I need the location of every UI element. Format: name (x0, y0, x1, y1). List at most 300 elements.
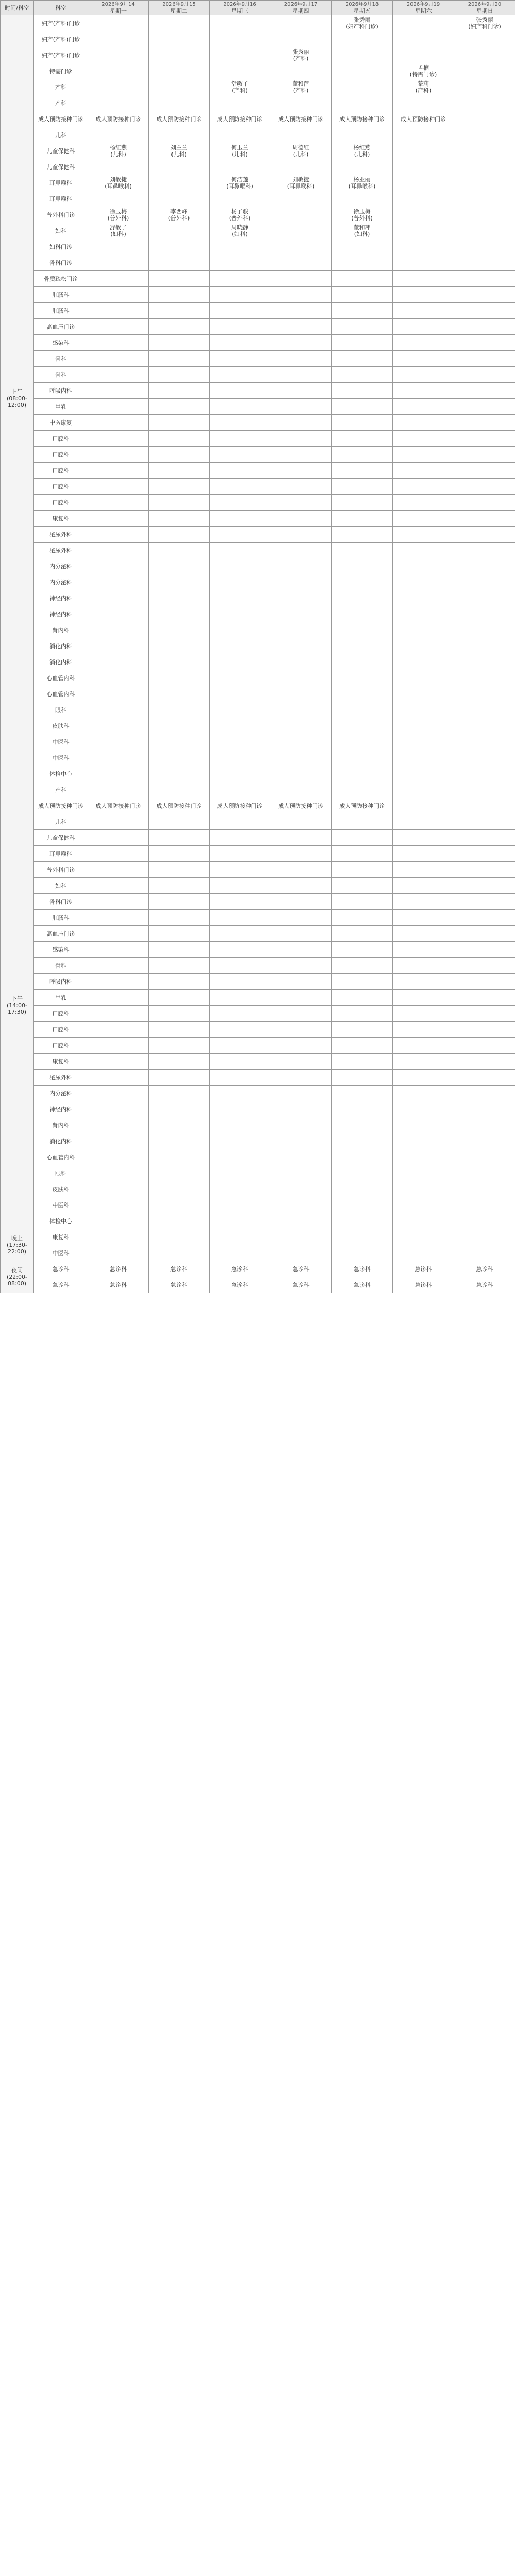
schedule-cell (332, 47, 393, 63)
schedule-cell (88, 223, 149, 239)
schedule-cell (454, 335, 515, 351)
schedule-cell (149, 878, 210, 894)
schedule-cell (210, 207, 270, 223)
department-name: 口腔科 (34, 479, 88, 495)
department-name: 肾内科 (34, 1117, 88, 1133)
schedule-cell (332, 1245, 393, 1261)
schedule-cell (88, 718, 149, 734)
schedule-cell (149, 1022, 210, 1038)
schedule-cell (454, 1197, 515, 1213)
schedule-cell (270, 814, 332, 830)
schedule-cell (270, 846, 332, 862)
schedule-cell (332, 111, 393, 127)
schedule-cell (210, 63, 270, 79)
schedule-cell (332, 990, 393, 1006)
schedule-cell (454, 926, 515, 942)
schedule-cell (210, 846, 270, 862)
schedule-cell (149, 351, 210, 367)
schedule-cell (454, 942, 515, 958)
table-row (1, 638, 515, 654)
schedule-cell (393, 543, 454, 558)
schedule-cell (454, 734, 515, 750)
cell-text-line: (耳鼻喉科) (105, 183, 132, 190)
schedule-cell (210, 974, 270, 990)
schedule-cell (270, 718, 332, 734)
schedule-cell (210, 718, 270, 734)
schedule-cell (270, 1101, 332, 1117)
department-name: 骨科 (34, 351, 88, 367)
schedule-cell (454, 191, 515, 207)
schedule-cell (332, 1149, 393, 1165)
schedule-cell (332, 974, 393, 990)
department-name: 产科 (34, 782, 88, 798)
cell-text-line: 刘兰兰 (170, 144, 187, 151)
schedule-cell (393, 750, 454, 766)
schedule-cell (393, 654, 454, 670)
schedule-cell (270, 63, 332, 79)
schedule-cell (270, 335, 332, 351)
schedule-cell (332, 31, 393, 47)
schedule-cell (393, 1261, 454, 1277)
schedule-cell (210, 750, 270, 766)
cell-text-line: 成人预防接种门诊 (217, 802, 263, 809)
department-name: 骨科门诊 (34, 894, 88, 910)
schedule-cell (149, 1213, 210, 1229)
schedule-cell (454, 415, 515, 431)
schedule-cell (88, 335, 149, 351)
schedule-cell (88, 127, 149, 143)
schedule-cell (210, 670, 270, 686)
cell-text-line: (妇科) (354, 231, 370, 238)
schedule-cell (270, 271, 332, 287)
schedule-cell (393, 846, 454, 862)
schedule-cell (454, 1101, 515, 1117)
cell-text-line: (22:00-08:00) (7, 1274, 27, 1287)
table-row (1, 511, 515, 527)
department-name: 妇产(产科)门诊 (34, 47, 88, 63)
table-row (1, 1022, 515, 1038)
schedule-cell (270, 95, 332, 111)
schedule-cell (270, 1006, 332, 1022)
department-name: 体检中心 (34, 1213, 88, 1229)
header-date: 2026年9月20 (468, 2, 502, 7)
schedule-cell (270, 590, 332, 606)
cell-text-line: (08:00-12:00) (7, 395, 27, 409)
schedule-cell (270, 830, 332, 846)
schedule-cell (210, 255, 270, 271)
cell-text-line: 成人预防接种门诊 (278, 115, 323, 123)
schedule-cell (88, 175, 149, 191)
cell-text-line: 张秀丽 (292, 48, 310, 55)
schedule-cell (270, 415, 332, 431)
schedule-cell (149, 910, 210, 926)
table-row (1, 1101, 515, 1117)
department-name: 耳鼻喉科 (34, 191, 88, 207)
schedule-cell (393, 574, 454, 590)
schedule-cell (393, 527, 454, 543)
table-row (1, 383, 515, 399)
schedule-cell (454, 1277, 515, 1293)
schedule-cell (88, 1054, 149, 1070)
schedule-cell (332, 862, 393, 878)
cell-text-line: 刘敏捷 (110, 176, 127, 183)
table-row (1, 1181, 515, 1197)
cell-text-line: 成人预防接种门诊 (339, 802, 385, 809)
schedule-cell (393, 1117, 454, 1133)
schedule-cell (332, 1054, 393, 1070)
table-row (1, 223, 515, 239)
schedule-cell (393, 15, 454, 31)
schedule-cell (393, 63, 454, 79)
schedule-cell (88, 750, 149, 766)
schedule-cell (332, 1086, 393, 1101)
schedule-cell (454, 159, 515, 175)
schedule-cell (149, 622, 210, 638)
table-row (1, 111, 515, 127)
schedule-cell (210, 1133, 270, 1149)
cell-text-line: 周德红 (292, 144, 310, 151)
schedule-cell (149, 63, 210, 79)
schedule-cell (210, 191, 270, 207)
schedule-cell (210, 958, 270, 974)
schedule-cell (332, 335, 393, 351)
schedule-cell (270, 990, 332, 1006)
schedule-cell (393, 1133, 454, 1149)
table-row (1, 319, 515, 335)
cell-text-line: 上午 (11, 388, 23, 395)
department-name: 中医科 (34, 1197, 88, 1213)
schedule-cell (88, 1038, 149, 1054)
schedule-cell (332, 463, 393, 479)
schedule-cell (332, 878, 393, 894)
schedule-cell (393, 383, 454, 399)
schedule-cell (88, 958, 149, 974)
schedule-cell (332, 143, 393, 159)
schedule-cell (88, 766, 149, 782)
schedule-cell (270, 702, 332, 718)
department-name: 消化内科 (34, 654, 88, 670)
table-row (1, 159, 515, 175)
cell-text-line: 成人预防接种门诊 (95, 115, 141, 123)
schedule-cell (88, 1197, 149, 1213)
cell-text-line: (儿科) (110, 151, 126, 158)
schedule-cell (149, 1101, 210, 1117)
schedule-cell (210, 1101, 270, 1117)
table-row (1, 606, 515, 622)
cell-text-line: 成人预防接种门诊 (95, 802, 141, 809)
schedule-cell (393, 1022, 454, 1038)
schedule-cell (393, 606, 454, 622)
schedule-cell (270, 1022, 332, 1038)
schedule-cell (332, 223, 393, 239)
cell-text-line: 杨红燕 (353, 144, 371, 151)
schedule-cell (393, 495, 454, 511)
header-day: 时间/科室 (5, 4, 29, 11)
cell-text-line: 急诊科 (415, 1281, 432, 1289)
cell-text-line: 杨子骏 (231, 208, 248, 215)
schedule-cell (454, 1117, 515, 1133)
schedule-cell (454, 622, 515, 638)
schedule-cell (393, 1181, 454, 1197)
schedule-cell (270, 766, 332, 782)
department-name: 眼科 (34, 1165, 88, 1181)
header-day: 星期五 (353, 8, 371, 14)
header-cell (149, 1, 210, 15)
schedule-cell (454, 574, 515, 590)
cell-text-line: 成人预防接种门诊 (339, 115, 385, 123)
cell-text-line: 杨红燕 (110, 144, 127, 151)
schedule-cell (393, 1197, 454, 1213)
cell-text-line: 成人预防接种门诊 (217, 115, 263, 123)
table-row (1, 47, 515, 63)
schedule-cell (149, 191, 210, 207)
table-row (1, 910, 515, 926)
cell-text-line: (妇产科门诊) (468, 23, 501, 30)
table-row (1, 271, 515, 287)
schedule-cell (210, 1165, 270, 1181)
department-name: 心血管内科 (34, 686, 88, 702)
cell-text-line: 蔡莉 (418, 80, 429, 87)
schedule-cell (332, 511, 393, 527)
header-cell (393, 1, 454, 15)
schedule-cell (393, 734, 454, 750)
schedule-cell (88, 574, 149, 590)
schedule-cell (332, 622, 393, 638)
cell-text-line: 急诊科 (110, 1281, 127, 1289)
schedule-cell (270, 111, 332, 127)
table-row (1, 63, 515, 79)
department-name: 高血压门诊 (34, 319, 88, 335)
department-name: 口腔科 (34, 495, 88, 511)
schedule-cell (210, 543, 270, 558)
schedule-cell (88, 734, 149, 750)
schedule-cell (210, 1261, 270, 1277)
schedule-cell (149, 862, 210, 878)
schedule-cell (454, 1213, 515, 1229)
department-name: 内分泌科 (34, 574, 88, 590)
header-cell (1, 1, 34, 15)
schedule-cell (454, 718, 515, 734)
schedule-cell (393, 367, 454, 383)
schedule-cell (270, 31, 332, 47)
schedule-cell (149, 463, 210, 479)
schedule-cell (149, 1006, 210, 1022)
table-row (1, 79, 515, 95)
schedule-cell (332, 159, 393, 175)
schedule-cell (149, 1149, 210, 1165)
schedule-cell (210, 862, 270, 878)
schedule-cell (270, 159, 332, 175)
department-name: 口腔科 (34, 463, 88, 479)
department-name: 妇产(产科)门诊 (34, 15, 88, 31)
schedule-cell (270, 926, 332, 942)
schedule-cell (149, 207, 210, 223)
schedule-cell (393, 415, 454, 431)
table-row (1, 814, 515, 830)
cell-text-line: 急诊科 (353, 1281, 371, 1289)
schedule-cell (210, 111, 270, 127)
schedule-cell (210, 143, 270, 159)
schedule-cell (149, 750, 210, 766)
schedule-cell (210, 95, 270, 111)
schedule-cell (270, 79, 332, 95)
schedule-cell (454, 15, 515, 31)
schedule-cell (270, 1133, 332, 1149)
schedule-cell (270, 1213, 332, 1229)
schedule-cell (393, 702, 454, 718)
schedule-cell (332, 558, 393, 574)
table-row (1, 798, 515, 814)
schedule-cell (210, 782, 270, 798)
schedule-cell (88, 287, 149, 303)
schedule-cell (270, 303, 332, 319)
schedule-cell (210, 527, 270, 543)
schedule-cell (88, 479, 149, 495)
table-row (1, 622, 515, 638)
schedule-cell (88, 990, 149, 1006)
schedule-cell (332, 702, 393, 718)
schedule-cell (210, 1229, 270, 1245)
schedule-cell (149, 431, 210, 447)
schedule-cell (88, 654, 149, 670)
schedule-cell (454, 1006, 515, 1022)
department-name: 成人预防接种门诊 (34, 798, 88, 814)
schedule-cell (270, 143, 332, 159)
schedule-cell (454, 47, 515, 63)
schedule-cell (454, 143, 515, 159)
table-row (1, 1133, 515, 1149)
schedule-cell (88, 1245, 149, 1261)
schedule-cell (393, 79, 454, 95)
schedule-cell (149, 543, 210, 558)
schedule-cell (88, 239, 149, 255)
schedule-cell (454, 511, 515, 527)
schedule-cell (88, 974, 149, 990)
schedule-cell (88, 31, 149, 47)
schedule-header (1, 1, 515, 15)
schedule-cell (149, 1229, 210, 1245)
schedule-cell (149, 638, 210, 654)
schedule-cell (454, 399, 515, 415)
department-name: 高血压门诊 (34, 926, 88, 942)
schedule-cell (210, 942, 270, 958)
table-row (1, 367, 515, 383)
department-name: 急诊科 (34, 1277, 88, 1293)
schedule-cell (393, 638, 454, 654)
header-day: 星期二 (170, 8, 187, 14)
schedule-cell (393, 782, 454, 798)
schedule-cell (270, 543, 332, 558)
department-name: 泌尿外科 (34, 527, 88, 543)
schedule-cell (210, 1245, 270, 1261)
schedule-cell (149, 511, 210, 527)
schedule-cell (332, 239, 393, 255)
schedule-cell (454, 862, 515, 878)
schedule-cell (332, 527, 393, 543)
header-day: 科室 (55, 4, 66, 11)
schedule-cell (270, 1086, 332, 1101)
schedule-cell (454, 878, 515, 894)
schedule-cell (393, 1006, 454, 1022)
schedule-cell (149, 79, 210, 95)
schedule-cell (88, 95, 149, 111)
schedule-cell (332, 734, 393, 750)
schedule-cell (270, 175, 332, 191)
department-name: 内分泌科 (34, 1086, 88, 1101)
cell-text-line: 何洁莲 (231, 176, 248, 183)
schedule-cell (149, 479, 210, 495)
schedule-cell (454, 974, 515, 990)
schedule-cell (393, 479, 454, 495)
header-day: 星期日 (476, 8, 493, 14)
schedule-cell (210, 1022, 270, 1038)
table-row (1, 127, 515, 143)
department-name: 妇科 (34, 223, 88, 239)
schedule-cell (454, 175, 515, 191)
schedule-cell (454, 271, 515, 287)
schedule-cell (149, 415, 210, 431)
header-day: 星期一 (110, 8, 127, 14)
department-name: 骨科 (34, 367, 88, 383)
department-name: 甲乳 (34, 990, 88, 1006)
department-name: 心血管内科 (34, 1149, 88, 1165)
schedule-cell (88, 830, 149, 846)
schedule-cell (332, 1101, 393, 1117)
schedule-cell (332, 766, 393, 782)
schedule-cell (149, 175, 210, 191)
cell-text-line: (特需门诊) (409, 71, 437, 78)
schedule-cell (88, 702, 149, 718)
schedule-cell (149, 926, 210, 942)
table-row (1, 1229, 515, 1245)
schedule-cell (454, 303, 515, 319)
table-row (1, 1165, 515, 1181)
schedule-cell (454, 1149, 515, 1165)
schedule-cell (210, 223, 270, 239)
schedule-cell (88, 622, 149, 638)
table-row (1, 670, 515, 686)
schedule-cell (454, 287, 515, 303)
schedule-cell (270, 1245, 332, 1261)
cell-text-line: 何玉兰 (231, 144, 248, 151)
schedule-cell (210, 1070, 270, 1086)
schedule-cell (270, 734, 332, 750)
department-name: 感染科 (34, 942, 88, 958)
cell-text-line: (普外科) (168, 215, 190, 222)
schedule-cell (149, 159, 210, 175)
schedule-cell (149, 654, 210, 670)
schedule-cell (454, 431, 515, 447)
schedule-cell (149, 527, 210, 543)
table-row (1, 1038, 515, 1054)
schedule-cell (88, 894, 149, 910)
schedule-cell (332, 79, 393, 95)
schedule-cell (149, 782, 210, 798)
schedule-cell (88, 606, 149, 622)
table-row (1, 1054, 515, 1070)
cell-text-line: (耳鼻喉科) (226, 183, 253, 190)
schedule-cell (332, 942, 393, 958)
schedule-cell (454, 798, 515, 814)
cell-text-line: 周晓静 (231, 224, 248, 231)
cell-text-line: 舒敏子 (110, 224, 127, 231)
department-name: 泌尿外科 (34, 1070, 88, 1086)
schedule-cell (454, 1054, 515, 1070)
schedule-cell (270, 638, 332, 654)
schedule-cell (393, 1086, 454, 1101)
schedule-cell (270, 686, 332, 702)
schedule-cell (270, 207, 332, 223)
